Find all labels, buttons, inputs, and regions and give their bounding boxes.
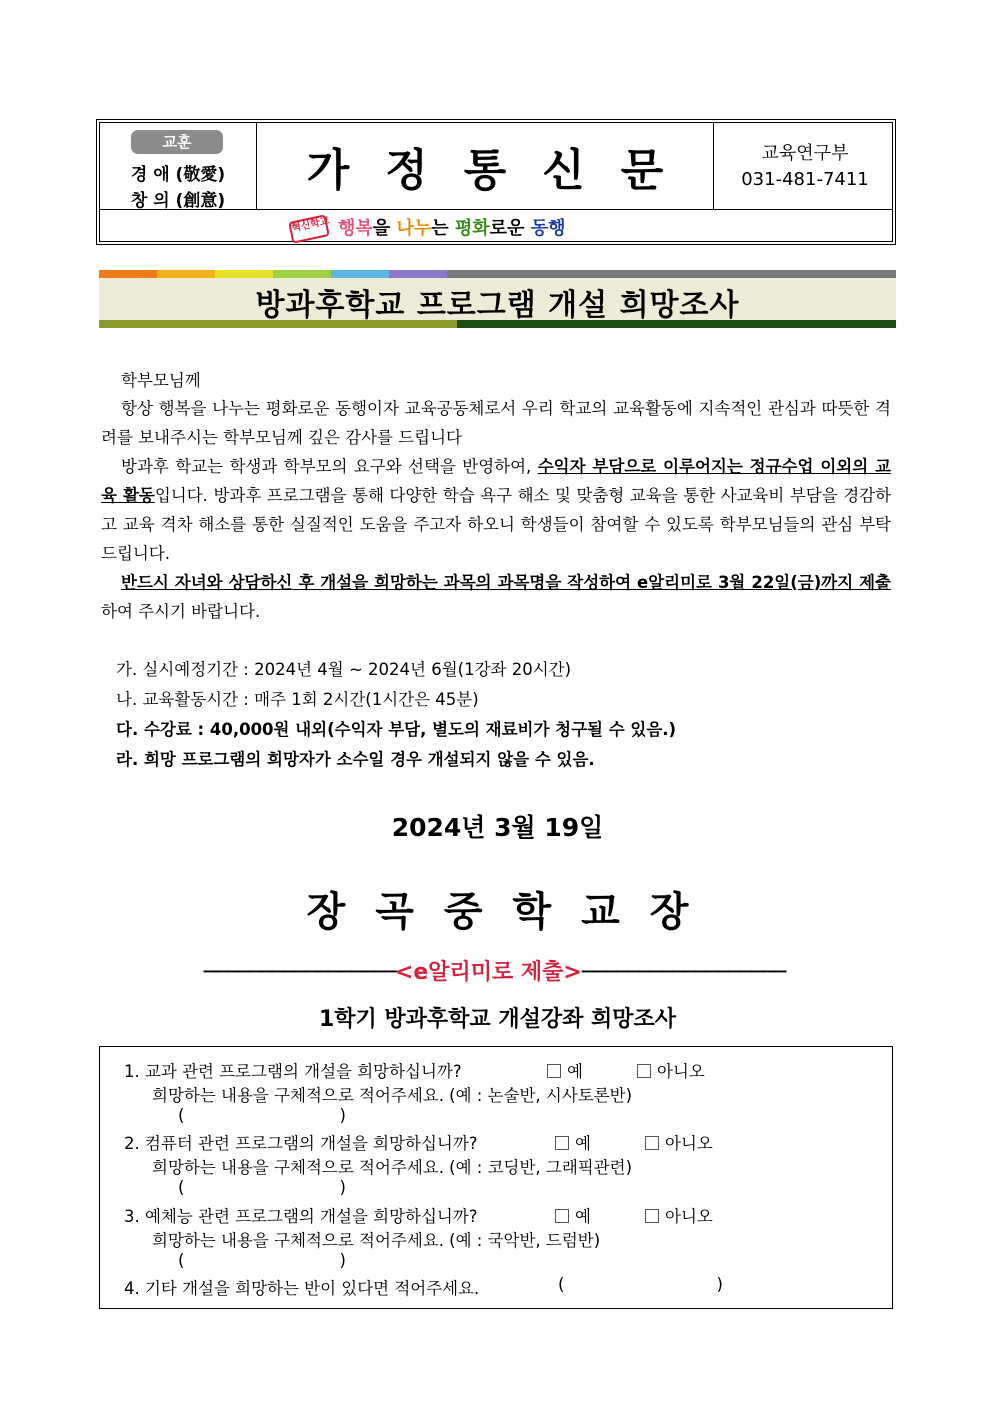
question-2: 2. 컴퓨터 관련 프로그램의 개설을 희망하십니까? bbox=[124, 1134, 478, 1153]
slogan-word: 나누 bbox=[396, 218, 432, 239]
slogan-text bbox=[338, 218, 565, 239]
color-stripe-segment bbox=[447, 270, 896, 278]
survey-title: 1학기 방과후학교 개설강좌 희망조사 bbox=[318, 1007, 677, 1032]
paragraph-program: 방과후 학교는 학생과 학부모의 요구와 선택을 반영하여, 수익자 부담으로 이루어지는 정규수업 이외의 교육 활동입니다. 방과후 프로그램을 통해 다양한 학습 욕구 해소 및 맞춤형 교육을 통한 사교육비 부담을 경감하고 교육 격차 해소를 통한 실질적인 도움을 주고자 하오니 학생들이 참여할 수 있도록 학부모님들의 관심 부탁드립니다. bbox=[101, 457, 892, 563]
color-stripe-segment bbox=[99, 270, 157, 278]
school-slogan bbox=[290, 214, 565, 240]
info-item: 다. 수강료 : 40,000원 내외(수익자 부담, 별도의 재료비가 청구될 수 있음.) bbox=[116, 720, 677, 739]
checkbox-icon[interactable] bbox=[645, 1209, 659, 1223]
department-name: 교육연구부 bbox=[761, 143, 849, 164]
question-1-yes-option[interactable]: 예 bbox=[547, 1058, 583, 1082]
paragraph-thanks: 항상 행복을 나누는 평화로운 동행이자 교육공동체로서 우리 학교의 교육활동에 지속적인 관심과 따뜻한 격려를 보내주시는 학부모님께 깊은 감사를 드립니다 bbox=[101, 399, 891, 447]
header-divider-left bbox=[256, 122, 257, 209]
color-stripe-segment bbox=[157, 270, 215, 278]
department-phone: 031-481-7411 bbox=[741, 169, 869, 190]
info-item: 라. 희망 프로그램의 희망자가 소수일 경우 개설되지 않을 수 있음. bbox=[116, 750, 595, 769]
color-stripe-segment bbox=[331, 270, 389, 278]
slogan-word: 을 bbox=[372, 218, 397, 239]
issue-date: 2024년 3월 19일 bbox=[391, 813, 604, 842]
slogan-word: 행복 bbox=[338, 218, 373, 239]
paragraph-request: 반드시 자녀와 상담하신 후 개설을 희망하는 과목의 과목명을 작성하여 e알리미로 3월 22일(금)까지 제출하여 주시기 바랍니다. bbox=[101, 573, 891, 621]
checkbox-icon[interactable] bbox=[555, 1209, 569, 1223]
motto-line-1: 경 애 (敬愛) bbox=[130, 165, 226, 185]
checkbox-icon[interactable] bbox=[645, 1136, 659, 1150]
question-1-no-option[interactable]: 아니오 bbox=[637, 1058, 705, 1082]
slogan-word: 로운 bbox=[489, 218, 531, 239]
checkbox-icon[interactable] bbox=[555, 1136, 569, 1150]
question-3-no-option[interactable]: 아니오 bbox=[645, 1203, 713, 1227]
info-item: 나. 교육활동시간 : 매주 1회 2시간(1시간은 45분) bbox=[116, 690, 479, 709]
emphasis-text: 반드시 자녀와 상담하신 후 개설을 희망하는 과목의 과목명을 작성하여 e알리미로 3월 22일(금)까지 제출 bbox=[121, 573, 891, 592]
emphasis-text: 수익자 부담으로 이루어지는 정규수업 이외의 교육 활동 bbox=[101, 457, 891, 505]
submit-label: <e알리미로 제출> bbox=[394, 960, 582, 985]
question-3-detail: 희망하는 내용을 구체적으로 적어주세요. (예 : 국악반, 드럼반) bbox=[152, 1231, 601, 1250]
checkbox-icon[interactable] bbox=[637, 1064, 651, 1078]
slogan-word: 동행 bbox=[530, 218, 566, 239]
question-3: 3. 예체능 관련 프로그램의 개설을 희망하십니까? bbox=[124, 1207, 478, 1226]
question-2-answer-field[interactable]: ( ) bbox=[178, 1178, 346, 1197]
question-3-answer-field[interactable]: ( ) bbox=[178, 1251, 346, 1270]
question-2-no-option[interactable]: 아니오 bbox=[645, 1130, 713, 1154]
page-title: 가정통신문 bbox=[306, 145, 700, 196]
header-divider-right bbox=[713, 122, 714, 209]
question-3-yes-option[interactable]: 예 bbox=[555, 1203, 591, 1227]
slogan-word: 는 bbox=[431, 218, 455, 239]
color-stripe-segment bbox=[215, 270, 273, 278]
slogan-word: 평화 bbox=[454, 218, 490, 239]
motto-badge: 교훈 bbox=[131, 130, 223, 154]
question-1-detail: 희망하는 내용을 구체적으로 적어주세요. (예 : 논술반, 시사토론반) bbox=[152, 1086, 633, 1105]
cut-line: ─────────────────<e알리미로 제출>────────────────── bbox=[203, 960, 785, 985]
question-4-answer-field[interactable]: ( ) bbox=[558, 1275, 723, 1294]
color-stripe-segment bbox=[389, 270, 447, 278]
question-2-detail: 희망하는 내용을 구체적으로 적어주세요. (예 : 코딩반, 그래픽관련) bbox=[152, 1158, 633, 1177]
question-1: 1. 교과 관련 프로그램의 개설을 희망하십니까? bbox=[124, 1062, 462, 1081]
question-4: 4. 기타 개설을 희망하는 반이 있다면 적어주세요. bbox=[124, 1279, 480, 1298]
salutation: 학부모님께 bbox=[121, 371, 201, 390]
innovation-school-stamp-icon: 혁신학교 bbox=[288, 214, 330, 243]
principal-signature: 장곡중학교장 bbox=[306, 889, 719, 935]
question-2-yes-option[interactable]: 예 bbox=[555, 1130, 591, 1154]
notice-title: 방과후학교 프로그램 개설 희망조사 bbox=[255, 288, 740, 323]
checkbox-icon[interactable] bbox=[547, 1064, 561, 1078]
motto-line-2: 창 의 (創意) bbox=[130, 191, 226, 211]
color-stripe-segment bbox=[273, 270, 331, 278]
question-1-answer-field[interactable]: ( ) bbox=[178, 1106, 346, 1125]
info-item: 가. 실시예정기간 : 2024년 4월 ~ 2024년 6월(1강좌 20시간) bbox=[116, 660, 572, 679]
